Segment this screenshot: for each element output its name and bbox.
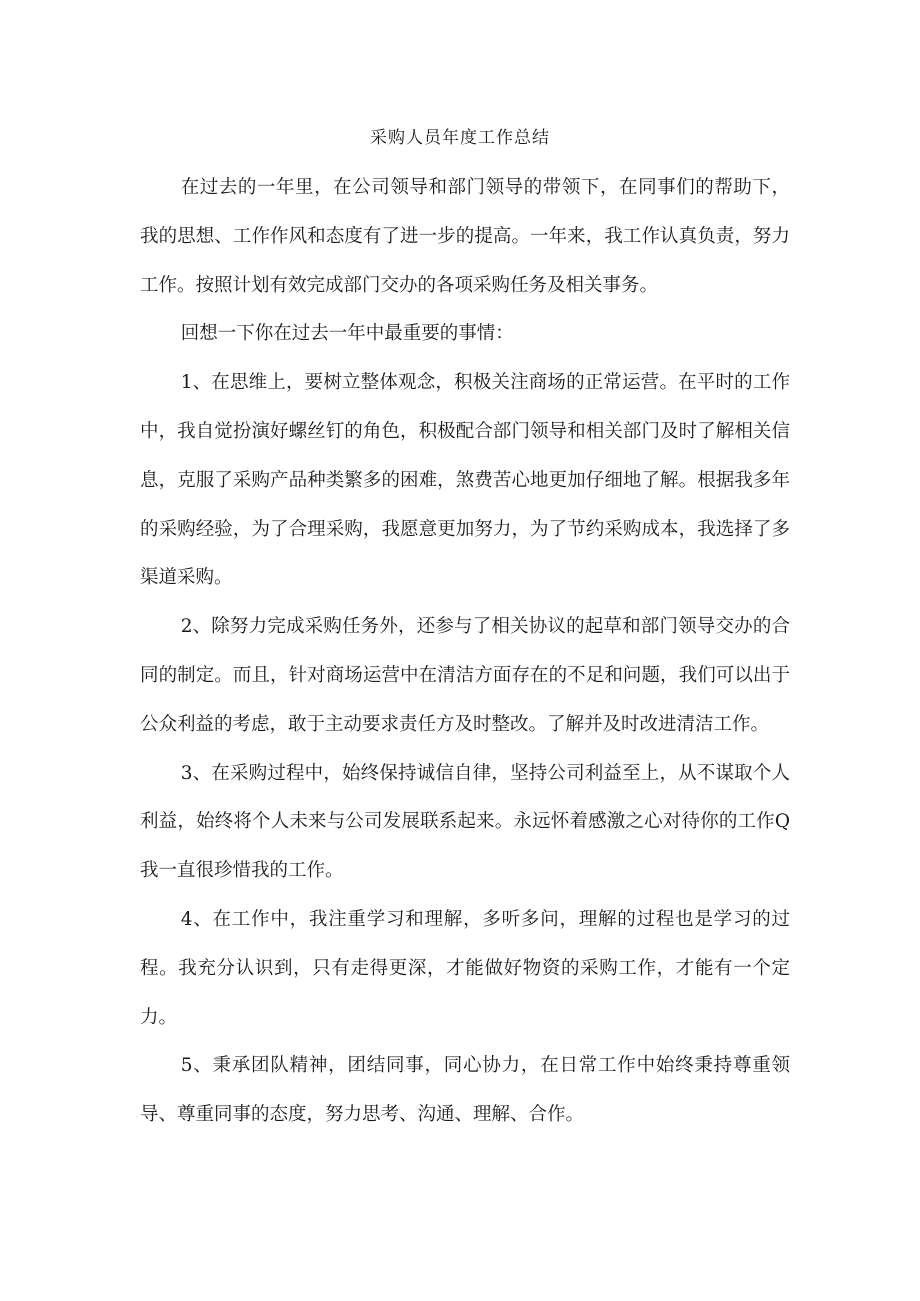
document-title: 采购人员年度工作总结	[370, 128, 550, 148]
paragraph-item-3: 3、在采购过程中，始终保持诚信自律，坚持公司利益至上，从不谋取个人利益，始终将个人未来与公司发展联系起来。永远怀着感激之心对待你的工作Q我一直很珍惜我的工作。	[140, 762, 790, 882]
paragraph-item-2: 2、除努力完成采购任务外，还参与了相关协议的起草和部门领导交办的合同的制定。而且，针对商场运营中在清洁方面存在的不足和问题，我们可以出于公众利益的考虑，敢于主动要求责任方及时整改。了解并及时改进清洁工作。	[140, 616, 790, 735]
paragraph-intro: 在过去的一年里，在公司领导和部门领导的带领下，在同事们的帮助下，我的思想、工作作风和态度有了进一步的提高。一年来，我工作认真负责，努力工作。按照计划有效完成部门交办的各项采购任务及相关事务。	[140, 177, 790, 296]
paragraph-item-1: 1、在思维上，要树立整体观念，积极关注商场的正常运营。在平时的工作中，我自觉扮演好螺丝钉的角色，积极配合部门领导和相关部门及时了解相关信息，克服了采购产品种类繁多的困难，煞费苦心地更加仔细地了解。根据我多年的采购经验，为了合理采购，我愿意更加努力，为了节约采购成本，我选择了多渠道采购。	[140, 372, 790, 589]
paragraph-item-4: 4、在工作中，我注重学习和理解，多听多问，理解的过程也是学习的过程。我充分认识到，只有走得更深，才能做好物资的采购工作，才能有一个定力。	[140, 908, 790, 1028]
paragraph-item-5: 5、秉承团队精神，团结同事，同心协力，在日常工作中始终秉持尊重领导、尊重同事的态度，努力思考、沟通、理解、合作。	[140, 1055, 790, 1126]
document-body	[140, 164, 790, 1140]
paragraph-recall: 回想一下你在过去一年中最重要的事情：	[180, 323, 514, 345]
